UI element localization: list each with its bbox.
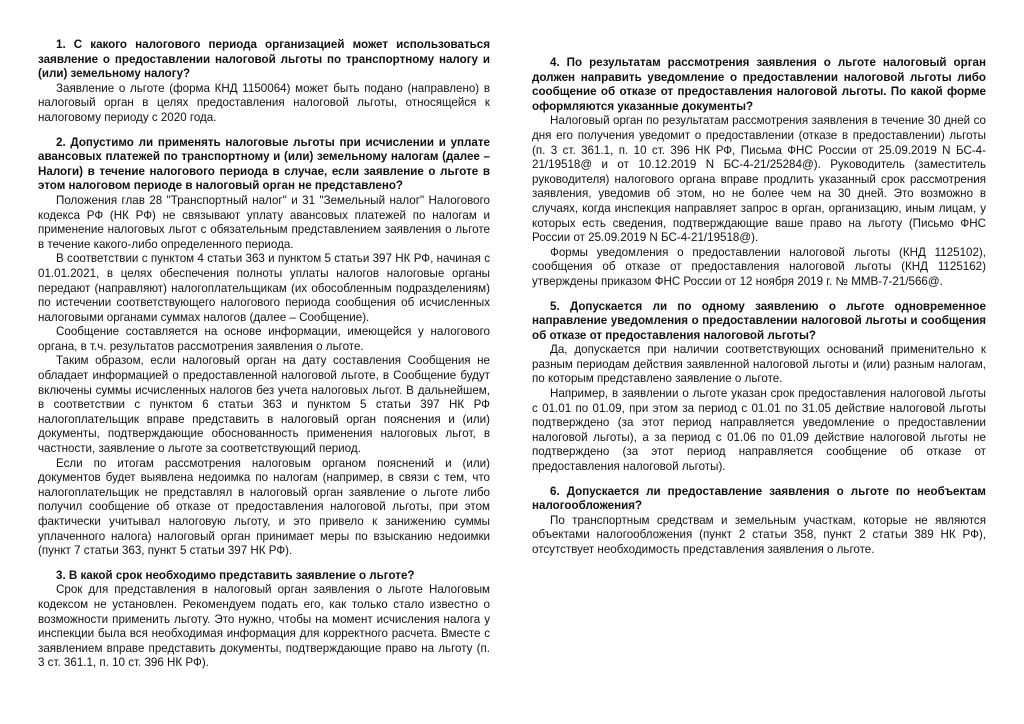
- faq-answer-paragraph: По транспортным средствам и земельным участкам, которые не являются объектами налогообложения (пункт 2 статьи 358, пункт 2 статьи 389 НК РФ), отсутствует необходимость представления заявления о льготе.: [532, 513, 986, 556]
- faq-question: 3. В какой срок необходимо представить заявление о льготе?: [56, 568, 415, 582]
- right-column: [532, 56, 986, 568]
- faq-answer-paragraph: Положения глав 28 "Транспортный налог" и 31 "Земельный налог" Налогового кодекса РФ (НК РФ) не связывают уплату авансовых платежей по налогам и применение налоговых льгот с обязательным представлением заявления о льготе в течение какого-либо определенного периода.: [38, 193, 490, 251]
- faq-answer-paragraph: Да, допускается при наличии соответствующих оснований применительно к разным периодам действия заявленной налоговой льготы и (или) разным налогам, по которым представлено заявление о льготе.: [532, 343, 986, 386]
- faq-question: 4. По результатам рассмотрения заявления о льготе налоговый орган должен направить уведомление о предоставлении налоговой льготы либо сообщение об отказе от предоставления налоговой льготы. По какой форме оформляются указанные документы?: [532, 56, 986, 113]
- faq-answer-paragraph: Сообщение составляется на основе информации, имеющейся у налогового органа, в т.ч. результатов рассмотрения заявления о льготе.: [38, 325, 490, 353]
- faq-section: [532, 485, 986, 558]
- faq-question: 6. Допускается ли предоставление заявления о льготе по необъектам налогообложения?: [532, 484, 986, 513]
- faq-answer-paragraph: Например, в заявлении о льготе указан срок предоставления налоговой льготы с 01.01 по 01.09, при этом за период с 01.01 по 31.05 действие налоговой льготы подтверждено (за этот период направляется уведомление о предоставлении налоговой льготы), а за период с 01.06 по 01.09 действие налоговой льготы не подтверждено (за этот период направляется сообщение об отказе от предоставления налоговой льготы).: [532, 387, 986, 474]
- faq-answer-paragraph: Если по итогам рассмотрения налоговым органом пояснений и (или) документов будет выявлена недоимка по налогам (например, в связи с тем, что налогоплательщик не представлял в налоговый орган заявление о льготе либо получил сообщение об отказе от предоставления налоговой льготы, при этом фактически учитывал налоговую льготу, и это привело к занижению суммы уплаченного налога) налоговый орган принимает меры по взысканию недоимки (пункт 7 статьи 363, пункт 5 статьи 397 НК РФ).: [38, 456, 490, 558]
- faq-question: 1. С какого налогового периода организацией может использоваться заявление о предоставлении налоговой льготы по транспортному налогу и (или) земельному налогу?: [38, 38, 490, 81]
- faq-answer-paragraph: Налоговый орган по результатам рассмотрения заявления в течение 30 дней со дня его получения уведомит о предоставлении (отказе в предоставлении) льготы (п. 3 ст. 361.1, п. 10 ст. 396 НК РФ, Письма ФНС России от 25.09.2019 N БС-4-21/19518@ и от 10.12.2019 N БС-4-21/25284@). Руководитель (заместитель руководителя) налогового органа вправе продлить указанный срок рассмотрения заявления, уведомив об этом, но не более чем на 30 дней. Это возможно в случаях, когда инспекция направляет запрос в орган, организацию, иным лицам, у которых есть сведения, подтверждающие ваше право на льготу (Письмо ФНС России от 25.09.2019 N БС-4-21/19518@).: [532, 114, 986, 245]
- faq-question: 2. Допустимо ли применять налоговые льготы при исчислении и уплате авансовых платежей по транспортному и (или) земельному налогам (далее – Налоги) в течение налогового периода в случае, если заявление о льготе в этом налоговом периоде в налоговый орган не представлено?: [38, 135, 490, 193]
- faq-answer-paragraph: Формы уведомления о предоставлении налоговой льготы (КНД 1125102), сообщения об отказе от предоставления налоговой льготы (КНД 1125162) утверждены приказом ФНС России от 12 ноября 2019 г. № ММВ-7-21/566@.: [532, 245, 986, 288]
- left-column: [38, 38, 490, 681]
- faq-section: [532, 300, 986, 475]
- faq-answer-paragraph: Срок для представления в налоговый орган заявления о льготе Налоговым кодексом не установлен. Рекомендуем подать его, как только стало известно о возможности применить льготу. Это нужно, чтобы на момент исчисления налога у инспекции была вся необходимая информация для корректного расчета. Вместе с заявлением вправе представить документы, подтверждающие право на льготу (п. 3 ст. 361.1, п. 10 ст. 396 НК РФ).: [38, 583, 490, 670]
- faq-answer-paragraph: Заявление о льготе (форма КНД 1150064) может быть подано (направлено) в налоговый орган в целях предоставления налоговой льготы, относящейся к налоговому периоду с 2020 года.: [38, 81, 490, 124]
- faq-question: 5. Допускается ли по одному заявлению о льготе одновременное направление уведомления о предоставлении налоговой льготы и сообщения об отказе от предоставления налоговой льготы?: [532, 299, 986, 342]
- faq-section: [38, 38, 490, 126]
- faq-section: [38, 136, 490, 559]
- faq-answer-paragraph: В соответствии с пунктом 4 статьи 363 и пунктом 5 статьи 397 НК РФ, начиная с 01.01.2021, в целях обеспечения полноты уплаты налогов налоговые органы передают (направляют) налогоплательщикам (их обособленным подразделениям) по истечении соответствующего налогового периода сообщения об исчисленных налоговыми органами суммах налогов (далее – Сообщение).: [38, 252, 490, 324]
- faq-answer-paragraph: Таким образом, если налоговый орган на дату составления Сообщения не обладает информацией о предоставленной налоговой льготе, в Сообщение будут включены суммы исчисленных налогов без учета налоговых льгот. В дальнейшем, в соответствии с пунктом 6 статьи 363 и пунктом 5 статьи 397 НК РФ налогоплательщик вправе представить в налоговый орган пояснения и (или) документы, подтверждающие обоснованность применения налоговых льгот, в частности, заявление о льготе за соответствующий период.: [38, 354, 490, 456]
- faq-section: [532, 56, 986, 290]
- faq-section: [38, 569, 490, 671]
